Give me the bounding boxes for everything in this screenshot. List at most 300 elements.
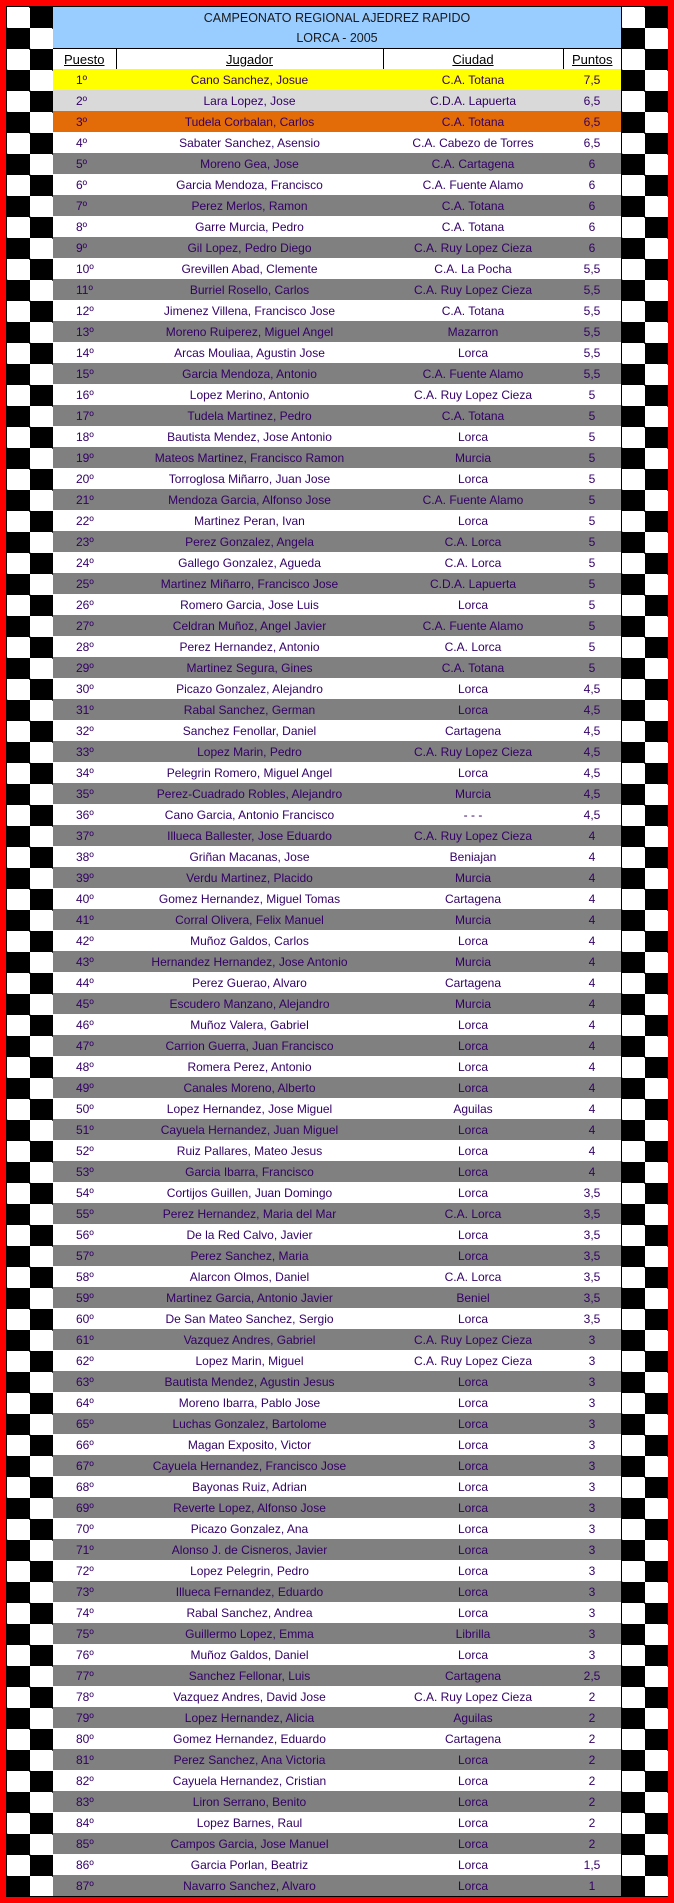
player-name-cell: Liron Serrano, Benito — [116, 1791, 383, 1812]
table-row — [53, 720, 621, 741]
table-row — [53, 1518, 621, 1539]
player-name-cell: Illueca Fernandez, Eduardo — [116, 1581, 383, 1602]
table-row — [53, 237, 621, 258]
city-cell: Lorca — [383, 1077, 563, 1098]
table-row — [53, 384, 621, 405]
position-cell: 29º — [53, 657, 116, 678]
city-cell: Lorca — [383, 1854, 563, 1875]
player-name-cell: Lara Lopez, Jose — [116, 90, 383, 111]
position-cell: 27º — [53, 615, 116, 636]
position-cell: 78º — [53, 1686, 116, 1707]
city-cell: C.A. Fuente Alamo — [383, 174, 563, 195]
checkerboard-border-right — [622, 7, 668, 1896]
position-cell: 18º — [53, 426, 116, 447]
player-name-cell: Moreno Ruiperez, Miguel Angel — [116, 321, 383, 342]
table-row — [53, 1056, 621, 1077]
table-row — [53, 69, 621, 90]
table-row — [53, 615, 621, 636]
city-cell: Cartagena — [383, 720, 563, 741]
position-cell: 63º — [53, 1371, 116, 1392]
points-cell: 5 — [563, 510, 621, 531]
table-row — [53, 783, 621, 804]
position-cell: 31º — [53, 699, 116, 720]
city-cell: C.A. Ruy Lopez Cieza — [383, 741, 563, 762]
column-header-ciudad: Ciudad — [383, 49, 563, 70]
city-cell: Murcia — [383, 951, 563, 972]
player-name-cell: Arcas Mouliaa, Agustin Jose — [116, 342, 383, 363]
title-block — [53, 7, 621, 48]
city-cell: Cartagena — [383, 972, 563, 993]
table-row — [53, 888, 621, 909]
points-cell: 5 — [563, 552, 621, 573]
points-cell: 5 — [563, 573, 621, 594]
points-cell: 3,5 — [563, 1287, 621, 1308]
player-name-cell: Illueca Ballester, Jose Eduardo — [116, 825, 383, 846]
player-name-cell: Perez Gonzalez, Angela — [116, 531, 383, 552]
table-row — [53, 699, 621, 720]
player-name-cell: Luchas Gonzalez, Bartolome — [116, 1413, 383, 1434]
position-cell: 43º — [53, 951, 116, 972]
player-name-cell: Alonso J. de Cisneros, Javier — [116, 1539, 383, 1560]
points-cell: 1,5 — [563, 1854, 621, 1875]
table-row — [53, 1707, 621, 1728]
position-cell: 36º — [53, 804, 116, 825]
position-cell: 45º — [53, 993, 116, 1014]
position-cell: 41º — [53, 909, 116, 930]
table-row — [53, 1308, 621, 1329]
city-cell: Lorca — [383, 1770, 563, 1791]
points-cell: 3,5 — [563, 1266, 621, 1287]
city-cell: Mazarron — [383, 321, 563, 342]
table-row — [53, 1644, 621, 1665]
points-cell: 2 — [563, 1791, 621, 1812]
column-header-puntos: Puntos — [563, 49, 621, 70]
player-name-cell: Celdran Muñoz, Angel Javier — [116, 615, 383, 636]
column-header-puesto: Puesto — [53, 49, 116, 70]
header-row — [53, 49, 621, 70]
table-row — [53, 1203, 621, 1224]
player-name-cell: Alarcon Olmos, Daniel — [116, 1266, 383, 1287]
city-cell: Lorca — [383, 1455, 563, 1476]
city-cell: Lorca — [383, 1602, 563, 1623]
player-name-cell: Perez Merlos, Ramon — [116, 195, 383, 216]
city-cell: C.A. Ruy Lopez Cieza — [383, 1350, 563, 1371]
table-row — [53, 1476, 621, 1497]
city-cell: C.A. Ruy Lopez Cieza — [383, 279, 563, 300]
table-row — [53, 1392, 621, 1413]
city-cell: Lorca — [383, 1119, 563, 1140]
table-row — [53, 1329, 621, 1350]
table-row — [53, 657, 621, 678]
table-row — [53, 909, 621, 930]
player-name-cell: Muñoz Galdos, Daniel — [116, 1644, 383, 1665]
player-name-cell: Cano Sanchez, Josue — [116, 69, 383, 90]
position-cell: 64º — [53, 1392, 116, 1413]
points-cell: 6,5 — [563, 132, 621, 153]
player-name-cell: Reverte Lopez, Alfonso Jose — [116, 1497, 383, 1518]
position-cell: 14º — [53, 342, 116, 363]
position-cell: 44º — [53, 972, 116, 993]
player-name-cell: Perez Hernandez, Maria del Mar — [116, 1203, 383, 1224]
table-row — [53, 573, 621, 594]
points-cell: 3,5 — [563, 1182, 621, 1203]
position-cell: 69º — [53, 1497, 116, 1518]
points-cell: 4 — [563, 846, 621, 867]
points-cell: 5,5 — [563, 342, 621, 363]
position-cell: 84º — [53, 1812, 116, 1833]
city-cell: Lorca — [383, 1476, 563, 1497]
city-cell: Murcia — [383, 867, 563, 888]
player-name-cell: Muñoz Valera, Gabriel — [116, 1014, 383, 1035]
position-cell: 79º — [53, 1707, 116, 1728]
points-cell: 4 — [563, 1077, 621, 1098]
table-row — [53, 1161, 621, 1182]
player-name-cell: Perez Guerao, Alvaro — [116, 972, 383, 993]
player-name-cell: Gomez Hernandez, Eduardo — [116, 1728, 383, 1749]
table-row — [53, 594, 621, 615]
points-cell: 5,5 — [563, 321, 621, 342]
position-cell: 30º — [53, 678, 116, 699]
points-cell: 3 — [563, 1623, 621, 1644]
table-row — [53, 1266, 621, 1287]
city-cell: Lorca — [383, 1539, 563, 1560]
player-name-cell: Moreno Ibarra, Pablo Jose — [116, 1392, 383, 1413]
points-cell: 2,5 — [563, 1665, 621, 1686]
city-cell: Librilla — [383, 1623, 563, 1644]
position-cell: 7º — [53, 195, 116, 216]
city-cell: C.D.A. Lapuerta — [383, 90, 563, 111]
position-cell: 77º — [53, 1665, 116, 1686]
table-row — [53, 90, 621, 111]
position-cell: 19º — [53, 447, 116, 468]
position-cell: 1º — [53, 69, 116, 90]
points-cell: 4,5 — [563, 804, 621, 825]
table-row — [53, 1182, 621, 1203]
position-cell: 86º — [53, 1854, 116, 1875]
points-cell: 3,5 — [563, 1245, 621, 1266]
city-cell: Lorca — [383, 1833, 563, 1854]
points-cell: 4 — [563, 930, 621, 951]
points-cell: 4 — [563, 1140, 621, 1161]
city-cell: Lorca — [383, 699, 563, 720]
player-name-cell: Garcia Mendoza, Francisco — [116, 174, 383, 195]
points-cell: 4 — [563, 867, 621, 888]
player-name-cell: Cayuela Hernandez, Francisco Jose — [116, 1455, 383, 1476]
city-cell: Lorca — [383, 1875, 563, 1896]
city-cell: Beniajan — [383, 846, 563, 867]
position-cell: 20º — [53, 468, 116, 489]
table-row — [53, 1245, 621, 1266]
position-cell: 39º — [53, 867, 116, 888]
position-cell: 15º — [53, 363, 116, 384]
table-row — [53, 678, 621, 699]
player-name-cell: Grevillen Abad, Clemente — [116, 258, 383, 279]
player-name-cell: Sabater Sanchez, Asensio — [116, 132, 383, 153]
city-cell: Aguilas — [383, 1098, 563, 1119]
player-name-cell: Romera Perez, Antonio — [116, 1056, 383, 1077]
table-row — [53, 1686, 621, 1707]
player-name-cell: Burriel Rosello, Carlos — [116, 279, 383, 300]
city-cell: C.A. Lorca — [383, 636, 563, 657]
player-name-cell: Picazo Gonzalez, Alejandro — [116, 678, 383, 699]
player-name-cell: Guillermo Lopez, Emma — [116, 1623, 383, 1644]
position-cell: 56º — [53, 1224, 116, 1245]
position-cell: 85º — [53, 1833, 116, 1854]
position-cell: 26º — [53, 594, 116, 615]
position-cell: 34º — [53, 762, 116, 783]
points-cell: 2 — [563, 1728, 621, 1749]
position-cell: 76º — [53, 1644, 116, 1665]
points-cell: 5 — [563, 531, 621, 552]
position-cell: 4º — [53, 132, 116, 153]
city-cell: Lorca — [383, 1056, 563, 1077]
player-name-cell: Mendoza Garcia, Alfonso Jose — [116, 489, 383, 510]
player-name-cell: Vazquez Andres, David Jose — [116, 1686, 383, 1707]
player-name-cell: Muñoz Galdos, Carlos — [116, 930, 383, 951]
position-cell: 75º — [53, 1623, 116, 1644]
table-row — [53, 1560, 621, 1581]
points-cell: 6 — [563, 195, 621, 216]
points-cell: 7,5 — [563, 69, 621, 90]
player-name-cell: Canales Moreno, Alberto — [116, 1077, 383, 1098]
city-cell: Murcia — [383, 993, 563, 1014]
standings-sheet — [53, 7, 621, 1896]
position-cell: 40º — [53, 888, 116, 909]
position-cell: 28º — [53, 636, 116, 657]
points-cell: 4 — [563, 993, 621, 1014]
player-name-cell: Garcia Ibarra, Francisco — [116, 1161, 383, 1182]
position-cell: 17º — [53, 405, 116, 426]
table-row — [53, 804, 621, 825]
position-cell: 57º — [53, 1245, 116, 1266]
position-cell: 50º — [53, 1098, 116, 1119]
position-cell: 10º — [53, 258, 116, 279]
points-cell: 3 — [563, 1329, 621, 1350]
player-name-cell: Perez-Cuadrado Robles, Alejandro — [116, 783, 383, 804]
player-name-cell: De la Red Calvo, Javier — [116, 1224, 383, 1245]
position-cell: 12º — [53, 300, 116, 321]
city-cell: C.A. Fuente Alamo — [383, 363, 563, 384]
table-row — [53, 426, 621, 447]
city-cell: Lorca — [383, 468, 563, 489]
city-cell: Lorca — [383, 1224, 563, 1245]
city-cell: Cartagena — [383, 1728, 563, 1749]
table-row — [53, 741, 621, 762]
position-cell: 74º — [53, 1602, 116, 1623]
position-cell: 62º — [53, 1350, 116, 1371]
checkerboard-border-left — [7, 7, 53, 1896]
city-cell: C.A. Ruy Lopez Cieza — [383, 825, 563, 846]
city-cell: C.A. Totana — [383, 111, 563, 132]
points-cell: 5 — [563, 594, 621, 615]
player-name-cell: Martinez Segura, Gines — [116, 657, 383, 678]
city-cell: C.A. Ruy Lopez Cieza — [383, 237, 563, 258]
points-cell: 3 — [563, 1602, 621, 1623]
table-row — [53, 1770, 621, 1791]
table-row — [53, 489, 621, 510]
city-cell: Lorca — [383, 1413, 563, 1434]
table-row — [53, 1098, 621, 1119]
player-name-cell: Gallego Gonzalez, Agueda — [116, 552, 383, 573]
position-cell: 37º — [53, 825, 116, 846]
city-cell: Lorca — [383, 594, 563, 615]
table-row — [53, 1791, 621, 1812]
points-cell: 3 — [563, 1581, 621, 1602]
points-cell: 5 — [563, 468, 621, 489]
player-name-cell: Bautista Mendez, Jose Antonio — [116, 426, 383, 447]
points-cell: 6 — [563, 216, 621, 237]
points-cell: 5 — [563, 447, 621, 468]
city-cell: Lorca — [383, 1749, 563, 1770]
city-cell: Lorca — [383, 342, 563, 363]
player-name-cell: Jimenez Villena, Francisco Jose — [116, 300, 383, 321]
table-row — [53, 258, 621, 279]
city-cell: Cartagena — [383, 888, 563, 909]
table-row — [53, 1455, 621, 1476]
table-row — [53, 1875, 621, 1896]
points-cell: 5 — [563, 426, 621, 447]
city-cell: C.A. Fuente Alamo — [383, 489, 563, 510]
city-cell: C.A. Totana — [383, 195, 563, 216]
table-row — [53, 1749, 621, 1770]
player-name-cell: Perez Sanchez, Ana Victoria — [116, 1749, 383, 1770]
player-name-cell: Vazquez Andres, Gabriel — [116, 1329, 383, 1350]
table-row — [53, 1434, 621, 1455]
position-cell: 54º — [53, 1182, 116, 1203]
position-cell: 21º — [53, 489, 116, 510]
city-cell: C.A. Totana — [383, 69, 563, 90]
city-cell: Aguilas — [383, 1707, 563, 1728]
table-row — [53, 342, 621, 363]
points-cell: 2 — [563, 1812, 621, 1833]
city-cell: Lorca — [383, 1035, 563, 1056]
position-cell: 33º — [53, 741, 116, 762]
player-name-cell: Rabal Sanchez, Andrea — [116, 1602, 383, 1623]
position-cell: 55º — [53, 1203, 116, 1224]
table-row — [53, 447, 621, 468]
points-cell: 3 — [563, 1413, 621, 1434]
player-name-cell: Tudela Corbalan, Carlos — [116, 111, 383, 132]
city-cell: Lorca — [383, 1161, 563, 1182]
table-row — [53, 321, 621, 342]
city-cell: Lorca — [383, 1371, 563, 1392]
points-cell: 4 — [563, 1056, 621, 1077]
points-cell: 5 — [563, 384, 621, 405]
table-row — [53, 930, 621, 951]
city-cell: Lorca — [383, 1392, 563, 1413]
position-cell: 46º — [53, 1014, 116, 1035]
points-cell: 5,5 — [563, 258, 621, 279]
points-cell: 4 — [563, 1119, 621, 1140]
points-cell: 3,5 — [563, 1203, 621, 1224]
table-row — [53, 111, 621, 132]
position-cell: 59º — [53, 1287, 116, 1308]
city-cell: C.A. Lorca — [383, 1266, 563, 1287]
points-cell: 4 — [563, 909, 621, 930]
city-cell: Lorca — [383, 1497, 563, 1518]
player-name-cell: Perez Sanchez, Maria — [116, 1245, 383, 1266]
points-cell: 2 — [563, 1707, 621, 1728]
position-cell: 8º — [53, 216, 116, 237]
city-cell: Lorca — [383, 510, 563, 531]
city-cell: Lorca — [383, 762, 563, 783]
player-name-cell: Lopez Marin, Miguel — [116, 1350, 383, 1371]
position-cell: 83º — [53, 1791, 116, 1812]
points-cell: 3 — [563, 1434, 621, 1455]
table-row — [53, 762, 621, 783]
city-cell: Lorca — [383, 1560, 563, 1581]
city-cell: Lorca — [383, 1812, 563, 1833]
points-cell: 5 — [563, 489, 621, 510]
points-cell: 4 — [563, 951, 621, 972]
table-row — [53, 1077, 621, 1098]
points-cell: 3 — [563, 1539, 621, 1560]
player-name-cell: Ruiz Pallares, Mateo Jesus — [116, 1140, 383, 1161]
player-name-cell: Tudela Martinez, Pedro — [116, 405, 383, 426]
table-row — [53, 867, 621, 888]
city-cell: Lorca — [383, 1014, 563, 1035]
player-name-cell: Lopez Merino, Antonio — [116, 384, 383, 405]
points-cell: 6 — [563, 153, 621, 174]
points-cell: 4 — [563, 972, 621, 993]
player-name-cell: Romero Garcia, Jose Luis — [116, 594, 383, 615]
player-name-cell: Sanchez Fellonar, Luis — [116, 1665, 383, 1686]
city-cell: C.A. Totana — [383, 657, 563, 678]
player-name-cell: Garre Murcia, Pedro — [116, 216, 383, 237]
table-row — [53, 279, 621, 300]
city-cell: C.A. Totana — [383, 216, 563, 237]
points-cell: 4 — [563, 1098, 621, 1119]
points-cell: 4,5 — [563, 741, 621, 762]
table-row — [53, 1014, 621, 1035]
table-row — [53, 636, 621, 657]
table-row — [53, 1581, 621, 1602]
standings-body — [53, 69, 621, 1896]
table-row — [53, 363, 621, 384]
points-cell: 3 — [563, 1350, 621, 1371]
table-row — [53, 951, 621, 972]
position-cell: 70º — [53, 1518, 116, 1539]
position-cell: 22º — [53, 510, 116, 531]
table-row — [53, 1287, 621, 1308]
city-cell: Lorca — [383, 930, 563, 951]
table-row — [53, 825, 621, 846]
points-cell: 5 — [563, 636, 621, 657]
city-cell: Lorca — [383, 1791, 563, 1812]
points-cell: 4 — [563, 825, 621, 846]
table-row — [53, 174, 621, 195]
table-row — [53, 132, 621, 153]
city-cell: C.A. Fuente Alamo — [383, 615, 563, 636]
player-name-cell: Martinez Miñarro, Francisco Jose — [116, 573, 383, 594]
city-cell: Murcia — [383, 447, 563, 468]
player-name-cell: Martinez Garcia, Antonio Javier — [116, 1287, 383, 1308]
points-cell: 5 — [563, 405, 621, 426]
position-cell: 52º — [53, 1140, 116, 1161]
points-cell: 3 — [563, 1560, 621, 1581]
player-name-cell: Lopez Barnes, Raul — [116, 1812, 383, 1833]
points-cell: 4,5 — [563, 699, 621, 720]
city-cell: C.A. Ruy Lopez Cieza — [383, 1686, 563, 1707]
city-cell: C.A. Cabezo de Torres — [383, 132, 563, 153]
city-cell: Lorca — [383, 1581, 563, 1602]
table-row — [53, 1224, 621, 1245]
city-cell: C.A. Ruy Lopez Cieza — [383, 1329, 563, 1350]
points-cell: 6,5 — [563, 111, 621, 132]
position-cell: 47º — [53, 1035, 116, 1056]
table-row — [53, 846, 621, 867]
position-cell: 5º — [53, 153, 116, 174]
